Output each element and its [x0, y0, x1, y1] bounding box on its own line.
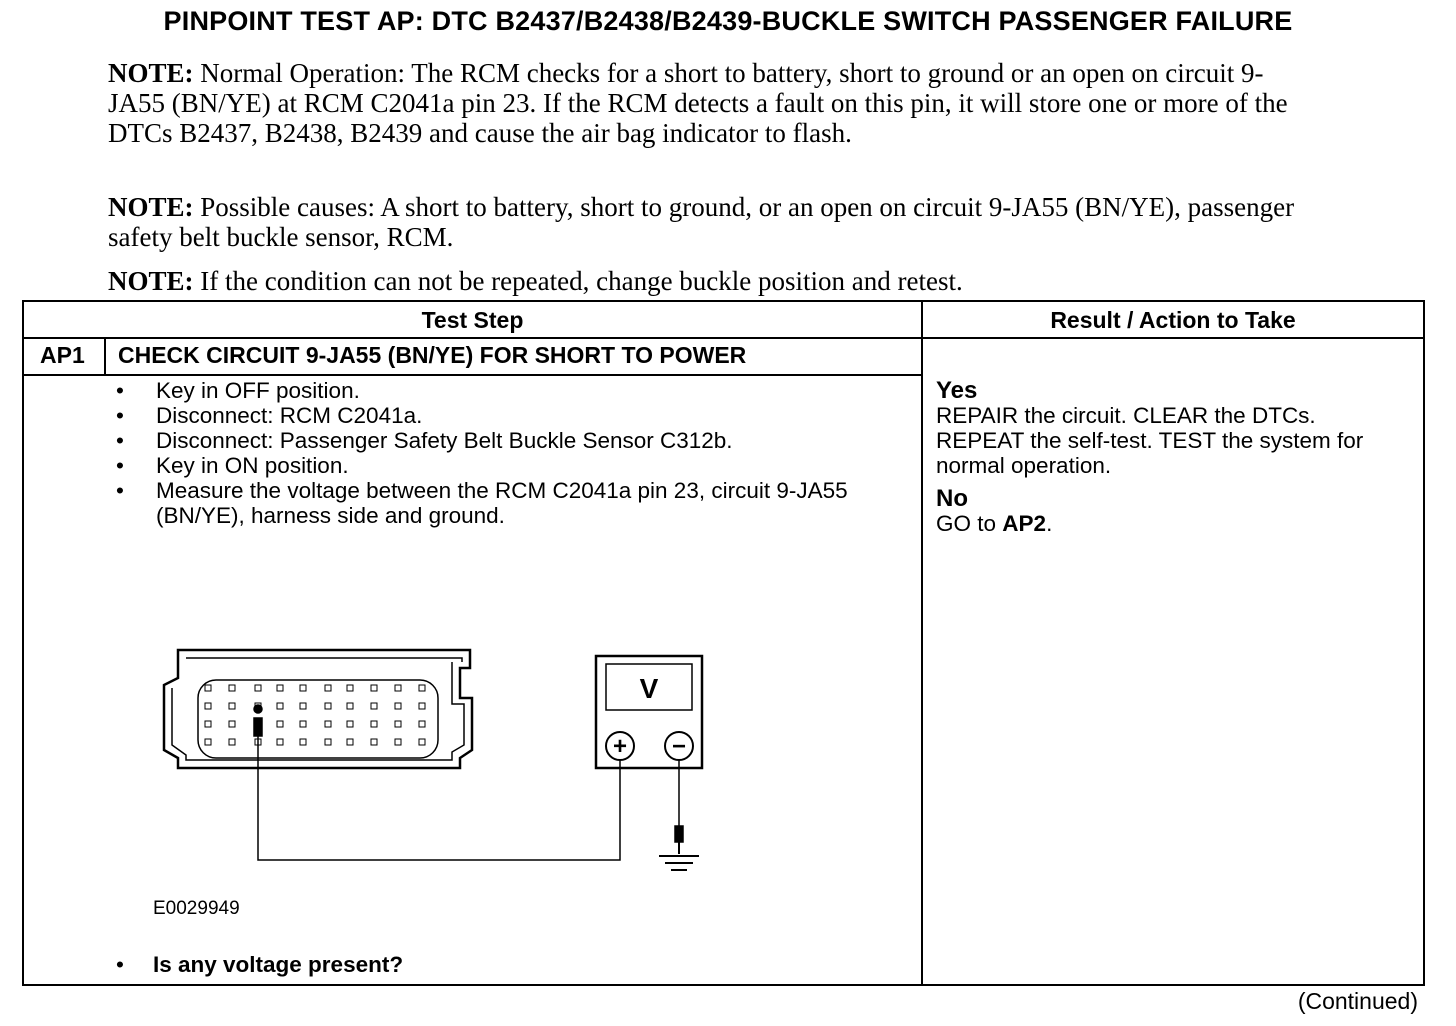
connector-pin	[371, 739, 377, 745]
result-yes	[936, 378, 1406, 478]
note-text: Normal Operation: The RCM checks for a short to battery, short to ground or an open on circuit 9-JA55 (BN/YE) at RCM C2041a pin 23. If the RCM detects a fault on this pin, it will store one or more of the DTCs B2437, B2438, B2439 and cause the air bag indicator to flash.	[108, 58, 1288, 148]
connector-pin	[229, 703, 235, 709]
note-normal-operation	[108, 58, 1318, 148]
connector-pin	[300, 721, 306, 727]
list-item: • Key in OFF position.	[116, 378, 876, 403]
ground-icon	[659, 842, 699, 870]
header-divider	[22, 337, 1425, 339]
result-label: No	[936, 485, 968, 512]
result-no	[936, 486, 1052, 536]
note-label: NOTE:	[108, 192, 194, 222]
connector-pin	[277, 739, 283, 745]
connector-pin	[371, 721, 377, 727]
connector-pin	[300, 703, 306, 709]
connector-pin	[347, 703, 353, 709]
connector-pin	[205, 739, 211, 745]
connector-pin	[325, 703, 331, 709]
note-text: Possible causes: A short to battery, short to ground, or an open on circuit 9-JA55 (BN/YE), passenger safety belt buckle sensor, RCM.	[108, 192, 1295, 252]
list-item: • Key in ON position.	[116, 453, 876, 478]
connector-pin	[300, 685, 306, 691]
connector-pin	[325, 739, 331, 745]
bullet-icon: •	[116, 952, 124, 977]
connector-pins	[205, 685, 425, 745]
page-title: PINPOINT TEST AP: DTC B2437/B2438/B2439-BUCKLE SWITCH PASSENGER FAILURE	[163, 6, 1293, 36]
connector-pin	[395, 703, 401, 709]
connector-pin	[255, 685, 261, 691]
step-title: CHECK CIRCUIT 9-JA55 (BN/YE) FOR SHORT TO POWER	[118, 342, 747, 368]
result-text: REPAIR the circuit. CLEAR the DTCs. REPEAT the self-test. TEST the system for normal operation.	[936, 403, 1364, 478]
question-text: Is any voltage present?	[153, 952, 404, 977]
connector-pin	[300, 739, 306, 745]
connector-pin	[347, 721, 353, 727]
note-label: NOTE:	[108, 266, 194, 296]
column-divider	[921, 300, 923, 986]
result-text-prefix: GO to	[936, 511, 1003, 536]
connector-pin	[347, 739, 353, 745]
connector-pin	[277, 685, 283, 691]
connector-pin	[277, 703, 283, 709]
connector-pin	[229, 739, 235, 745]
result-step-ref: AP2	[1002, 511, 1047, 536]
connector-pin	[419, 685, 425, 691]
connector-pin	[205, 703, 211, 709]
figure-id: E0029949	[153, 898, 240, 919]
connector-pin	[419, 703, 425, 709]
step-id: AP1	[40, 342, 85, 368]
plus-terminal-label: +	[612, 733, 628, 760]
connector-pin	[229, 721, 235, 727]
step-question	[116, 952, 403, 978]
note-possible-causes	[108, 192, 1318, 252]
header-result: Result / Action to Take	[1050, 307, 1296, 333]
connector-pin	[371, 703, 377, 709]
result-text	[936, 511, 1052, 536]
step-instructions	[116, 378, 876, 528]
minus-terminal-label: −	[671, 733, 687, 760]
connector-pin	[325, 721, 331, 727]
connector-pin	[419, 739, 425, 745]
connector-pin	[347, 685, 353, 691]
result-text-suffix: .	[1046, 511, 1053, 536]
connector-pin	[395, 739, 401, 745]
list-item: • Disconnect: RCM C2041a.	[116, 403, 876, 428]
continued-label: (Continued)	[1297, 988, 1418, 1014]
connector-pin	[229, 685, 235, 691]
connector-pin	[395, 721, 401, 727]
note-label: NOTE:	[108, 58, 194, 88]
result-label: Yes	[936, 377, 978, 404]
step-id-divider	[104, 337, 106, 375]
wiring-diagram	[150, 640, 710, 880]
connector-pin	[205, 721, 211, 727]
connector-pin	[277, 721, 283, 727]
voltmeter	[596, 656, 702, 768]
connector-pin	[371, 685, 377, 691]
connector-pin	[205, 685, 211, 691]
note-text: If the condition can not be repeated, change buckle position and retest.	[200, 266, 963, 296]
connector-pin	[419, 721, 425, 727]
header-test-step: Test Step	[421, 307, 524, 333]
connector-pin	[395, 685, 401, 691]
voltmeter-label: V	[639, 673, 659, 704]
connector-pin	[325, 685, 331, 691]
list-item: • Disconnect: Passenger Safety Belt Buckle Sensor C312b.	[116, 428, 876, 453]
list-item: • Measure the voltage between the RCM C2041a pin 23, circuit 9-JA55 (BN/YE), harness side and ground.	[116, 478, 876, 528]
note-retest	[108, 266, 1318, 296]
step-title-divider	[22, 374, 923, 376]
